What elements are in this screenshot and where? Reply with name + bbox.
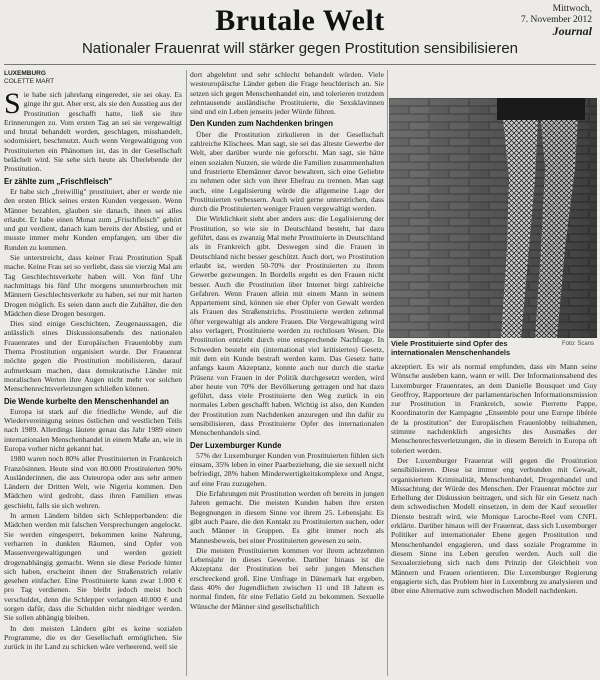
paragraph: Der Luxemburger Frauenrat will gegen die Prostitution sensibilisieren. Diese ist immer eng verbunden mit Gewalt, organisiertem Kriminalität, Menschenhandel, Drogenhandel und Missachtung der Würde des Menschen. Der Frauenrat möchte zur Erhellung der Diskussion beitragen, und sich für ein Gesetz nach dem schwedischen Modell einsetzen, in dem der Kauf sexueller Dienste bestraft wird, wie Monique Laroche-Reel vom CNFL erklärte. Darüber hinaus will der Frauenrat, dass sich Luxemburger Politiker auf internationaler Ebene gegen Prostitution und Menschenhandel engagieren, und dass soziale Programme in diesem Sinne ins Leben gerufen werden. Auch soll die Sexualerziehung sich nach dem Prinzip der Gleichheit von Männern und Frauen orientieren. Die Luxemburger Regierung engagierte sich, das Problem hier in Luxemburg zu analysieren und über eine Alternative zum schwedischen Modell nachdenken.: [391, 455, 597, 596]
article-headline: Brutale Welt: [215, 4, 385, 37]
article-photo: [389, 98, 597, 338]
paragraph: Dies sind einige Geschichten, Zeugenaussagen, die anlässlich eines Diskussionsabends des nationalen Frauenrates und der Europäischen Frauenlobby zum Thema Prostitution organisiert wurde. Der Frauenrat möchte gegen die Prostitution mobilisieren, darauf aufmerksam machen, dass demokratische Länder mit moralischen Werten ihre Augen nicht mehr vor solchen Menschenrechtsverletzungen schließen können.: [4, 319, 182, 394]
paragraph: akzeptiert. Es wir als normal empfunden, dass ein Mann seine Wünsche ausleben kann, wann er will. Der Informationsabend des Luxemburger Frauenrates, an dem Danielle Bousquet und Guy Geoffroy, Rapporteure der parlamentarischen Informationsmission zur Prostitution in Frankreich, sowie Pierrette Pappe, Koordinatorin der Kampagne „Ensemble pour une Europe libérée de la prostitution" der Europäischen Frauenlobby teilnahmen, stimmte nachdenklich angesichts des Ausmaßes der Menschenrechtsverletzungen, die in diesem Bereich in Europa oft toleriert werden.: [391, 362, 597, 455]
paragraph: Europa ist stark auf die friedliche Wende, auf die Wiedervereinigung seines östlichen und westlichen Teils nach 1989. Allerdings läutete genau das Jahr 1989 einen internationalen Menschenhandel in einem Maße an, wie in Europa vorher nicht gekannt hat.: [4, 406, 182, 453]
subheading: Die Wende kurbelte den Menschenhandel an: [4, 396, 169, 406]
column-divider: [186, 70, 187, 676]
paragraph: Er habe sich „freiwillig" prostituiert, aber er werde nie den ersten Blick seines ersten Kunden vergessen. Wenn Männer bezahlen, glauben sie danach, ihnen sei alles erlaubt. Er habe einen Monat zum „Frischfleisch" gehört und gut verdient, danach kam bereits der Abstieg, und er musste immer mehr Kunden empfangen, um über die Runden zu kommen.: [4, 186, 182, 252]
paragraph: Die Erfahrungen mit Prostitution werden oft bereits in jungen Jahren gemacht. Die meisten Kunden haben ihre ersten Begegnungen in diesem Sinne vor ihrem 25. Lebensjahr. Es gibt auch Paare, die den Kontakt zu Prostituierten suchen, oder auch Männer in Gruppen. Es gibt immer noch als Mannesbeweis, bei einer Prostituierten gewesen zu sein.: [190, 489, 384, 545]
byline-author: COLETTE MART: [4, 78, 55, 85]
header-rule: [4, 64, 596, 65]
date-day: Mittwoch,: [552, 4, 592, 14]
photo-image: [389, 98, 597, 338]
paragraph: In den meisten Ländern gibt es keine sozialen Programme, die es der Gesellschaft ermöglichen. Sie zurück in ihr Land zu schicken wäre verheerend, weil sie: [4, 623, 182, 652]
photo-credit: Foto: Scans: [561, 341, 594, 347]
subheading: Den Kunden zum Nachdenken bringen: [190, 119, 333, 129]
byline-place: LUXEMBURG: [4, 70, 46, 77]
dateline: [521, 4, 592, 37]
column-2: [190, 70, 384, 678]
subheading: Der Luxemburger Kunde: [190, 440, 282, 450]
column-1: [4, 70, 182, 678]
paragraph: In armen Ländern bilden sich Schlepperbanden: die Mädchen werden mit falschen Versprechungen angelockt. Sie werden eingesperrt, bekommen keine Nahrung, verharren in dunklen Räumen, sind Opfer von Massenvergewaltigungen und werden gezielt drogenabhängig gemacht. Wenn sie diese Periode hinter sich haben, erscheint ihnen der Straßenstrich relativ gesehen einfacher. Eine Prostituierte kann zwar 1.000 € pro Tag verdienen. Sie bleibt jedoch meist hoch verschuldet, denn die Schlepper verlangen 40.000 € und sorgen dafür, dass die Schulden nicht niedriger werden. Sie sollen abhängig bleiben.: [4, 511, 182, 623]
column-divider: [387, 70, 388, 676]
newspaper-name: Journal: [552, 24, 592, 38]
paragraph: Sie habe sich jahrelang eingeredet, sie sei okay. Es ginge ihr gut. Aber erst, als sie den Ausstieg aus der Prostitution geschafft hatte, ließ sie ihre Erinnerungen zu. Vom ersten Tag an sei sie vergewaltigt und brutal behandelt worden, geschlagen, misshandelt, sodomisiert, beschmutzt. Auch wenn Vergewaltigung von Prostituierten ein Phänomen ist, das in der Gesellschaft belächelt wird. Sie sehe sich heute als Überlebende der Prostitution.: [4, 87, 182, 174]
paragraph: Die meisten Prostituierten kommen vor ihrem achtzehnten Lebensjahr in dieses Gewerbe. Darüber hinaus ist die Akzeptanz der Prostitution bei sehr jungen Menschen erschreckend groß. Eine Umfrage in Dänemark hat ergeben, dass 40% der Jugendlichen zwischen 11 und 18 Jahren es normal finden, für eine Fellatio Geld zu bekommen. Sexuelle Wünsche der Männer sind gesellschaftlich: [190, 545, 384, 611]
paragraph: Die Wirklichkeit sieht aber anders aus: die Legalisierung der Prostitution, so wie sie in Deutschland besteht, hat dazu geführt, dass es zwanzig Mal mehr Prostituierte in Deutschland als in Frankreich gibt. Deswegen sind die Frauen in Deutschland nicht besser geschützt. Auch dort, wo Prostitution erlaubt ist, werden 50-70% der Prostituierten zu ihrem Gewerbe gezwungen. In Bordells ergeht es den Frauen nicht besser. Auch die Prostitution über Internet birgt zahlreiche Gefahren. Wenn Frauen allein mit einem Mann in seinem Appartement sind, können sie eher Opfer von Gewalt werden als Frauen des Straßenstrichs. Prostituierte werden zehnmal öfter vergewaltigt als andere Frauen. Die Vergewaltigung wird also verlagert, Prostituierte werden zu rechtlosen Wesen. Die Prostitution entzieht durch eine entsprechende Nachfrage. In Schweden besteht ein (international viel kritisiertes) Gesetz, mit dem ein Kunde bestraft werden kann. Das Gesetz hatte anfangs kaum Akzeptanz, konnte auch nur durch die starke Präsenz von Frauen in der Politik durchgesetzt werden, wird aber heute von 70% der Bevölkerung getragen und hat dazu geführt, dass viele Prostituierte den Weg zurück in ein normales Leben geschafft haben. Wichtig ist also, den Kunden der Prostitution zum Nachdenken anzuregen und ihn dafür zu sensibilisieren, dass Prostituierte Opfer des internationalen Menschenhandels sind.: [190, 214, 384, 438]
subheading: Er zählte zum „Frischfleisch": [4, 176, 113, 186]
paragraph: Über die Prostitution zirkulieren in der Gesellschaft zahlreiche Klischees. Man sagt, sie sei das älteste Gewerbe der Welt, aber darüber wurde nie geforscht. Man sagt, sie hätte einen sozialen Nutzen, sie würde die Familien zusammenhalten und frustrierte Ehemänner davor bewahren, sich eine Geliebte zu nehmen oder sich von ihrer Ehefrau zu trennen. Man sagt auch, eine Legalisierung würde die allgemeine Lage der Prostituierten verbessern. Auch wird gerne unterstrichen, dass durch die Prostituierten weniger Frauen vergewaltigt werden.: [190, 129, 384, 214]
paragraph: dort abgelehnt und sehr schlecht behandelt würden. Viele westeuropäische Länder geben die Frage heuchlerisch an. Sie setzen sich gegen Menschenhandel ein, und tolerieren trotzdem zehntausende ausländische Prostituierte, die Sexsklavinnen sind und ein Leben jenseits jeder Würde führen.: [190, 70, 384, 117]
photo-caption: Viele Prostituierte sind Opfer des internationalen Menschenhandels: [391, 339, 511, 357]
byline: [4, 70, 182, 86]
paragraph: Sie unterstreicht, dass keiner Frau Prostitution Spaß mache. Keine Frau sei so verliebt, dass sie vierzig Mal am Tag Geschlechtsverkehr haben will. Von fünf Uhr nachmittags bis fünf Uhr morgens ununterbrochen mit Männern Geschlechtsverkehr zu haben, sei nur mit harten Drogen möglich. Es seien dann auch die Zuhälter, die den Mädchen diese Drogen besorgen.: [4, 253, 182, 318]
column-3: [391, 362, 597, 678]
date: 7. November 2012: [521, 15, 592, 25]
article-subtitle: Nationaler Frauenrat will stärker gegen Prostitution sensibilisieren: [81, 40, 519, 57]
paragraph: 57% der Luxemburger Kunden von Prostituierten fühlen sich einsam, 35% leben in einer Paarbeziehung, die sie sexuell nicht befriedigt, 28% haben Minderwertigkeitskomplexe und Angst, auf eine Frau zuzugehen.: [190, 450, 384, 488]
paragraph: 1980 waren noch 80% aller Prostituierten in Frankreich Französinnen. Heute sind von 80.000 Prostituierten 90% Ausländerinnen, die aus Osteuropa oder aus sehr armen Ländern der Dritten Welt, wie Nigeria kommen. Den Mädchen wird gedroht, dass ihren Familien etwas geschieht, falls sie sich wehren.: [4, 454, 182, 510]
drop-cap: S: [4, 87, 21, 120]
